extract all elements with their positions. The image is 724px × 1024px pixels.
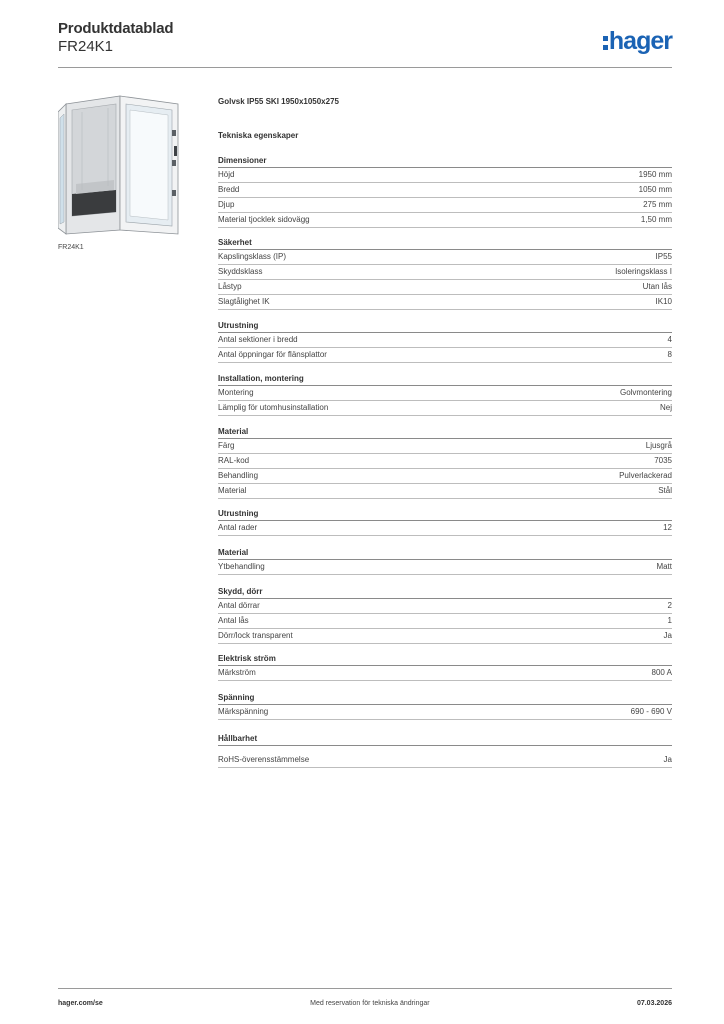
- spec-row: [218, 454, 672, 469]
- spec-row: [218, 484, 672, 499]
- spec-label: RoHS-överensstämmelse: [218, 755, 310, 764]
- spec-value: Ja: [663, 631, 672, 640]
- spec-row: [218, 599, 672, 614]
- spec-label: Märkspänning: [218, 707, 269, 716]
- footer-url[interactable]: hager.com/se: [58, 999, 103, 1007]
- spec-label: RAL-kod: [218, 456, 250, 465]
- spec-row: [218, 401, 672, 416]
- footer-disclaimer: Med reservation för tekniska ändringar: [310, 999, 430, 1007]
- spec-heading: Tekniska egenskaper: [218, 131, 299, 140]
- spec-value: 800 A: [651, 668, 672, 677]
- product-code: FR24K1: [58, 38, 114, 55]
- spec-section: [218, 508, 672, 536]
- spec-value: Nej: [659, 403, 672, 412]
- section-title: Material: [218, 547, 672, 560]
- section-title: Utrustning: [218, 320, 672, 333]
- spec-row: [218, 348, 672, 363]
- spec-section: [218, 653, 672, 681]
- section-title: Utrustning: [218, 508, 672, 521]
- spec-label: Ytbehandling: [218, 562, 265, 571]
- spec-value: Ljusgrå: [645, 441, 672, 450]
- spec-section: [218, 155, 672, 228]
- spec-value: Pulverlackerad: [619, 471, 672, 480]
- section-title: Hållbarhet: [218, 733, 672, 746]
- image-caption: FR24K1: [58, 244, 84, 251]
- spec-value: Golvmontering: [619, 388, 672, 397]
- spec-row: [218, 705, 672, 720]
- spec-value: Stål: [658, 486, 672, 495]
- spec-row: [218, 469, 672, 484]
- spec-row: [218, 386, 672, 401]
- spec-row: [218, 280, 672, 295]
- spec-row: [218, 265, 672, 280]
- cabinet-image: [58, 90, 204, 238]
- product-name: Golvsk IP55 SKI 1950x1050x275: [218, 97, 339, 106]
- spec-value: 4: [667, 335, 672, 344]
- spec-label: Dörr/lock transparent: [218, 631, 293, 640]
- spec-label: Märkström: [218, 668, 256, 677]
- spec-section: [218, 692, 672, 720]
- footer-date: 07.03.2026: [636, 999, 672, 1007]
- spec-label: Montering: [218, 388, 254, 397]
- spec-section: [218, 547, 672, 575]
- spec-row: [218, 183, 672, 198]
- spec-label: Djup: [218, 200, 235, 209]
- spec-row: [218, 333, 672, 348]
- section-title: Material: [218, 426, 672, 439]
- spec-section: [218, 237, 672, 310]
- section-title: Säkerhet: [218, 237, 672, 250]
- spec-section: [218, 320, 672, 363]
- spec-row: [218, 168, 672, 183]
- spec-value: Isoleringsklass I: [615, 267, 672, 276]
- spec-row: [218, 753, 672, 768]
- spec-label: Färg: [218, 441, 235, 450]
- spec-row: [218, 295, 672, 310]
- spec-row: [218, 213, 672, 228]
- spec-value: 7035: [654, 456, 672, 465]
- spec-section: [218, 373, 672, 416]
- spec-label: Höjd: [218, 170, 235, 179]
- section-title: Installation, montering: [218, 373, 672, 386]
- spec-row: [218, 560, 672, 575]
- spec-row: [218, 250, 672, 265]
- spec-row: [218, 629, 672, 644]
- spec-row: [218, 614, 672, 629]
- spec-label: Material tjocklek sidovägg: [218, 215, 310, 224]
- spec-label: Antal rader: [218, 523, 258, 532]
- spec-value: 275 mm: [643, 200, 672, 209]
- spec-section: [218, 586, 672, 644]
- spec-value: 8: [667, 350, 672, 359]
- spec-value: 1950 mm: [638, 170, 672, 179]
- spec-label: Material: [218, 486, 247, 495]
- spec-label: Lämplig för utomhusinstallation: [218, 403, 329, 412]
- spec-label: Antal dörrar: [218, 601, 260, 610]
- section-title: Spänning: [218, 692, 672, 705]
- page-footer: [58, 988, 672, 1017]
- spec-label: Antal lås: [218, 616, 249, 625]
- spec-value: IK10: [655, 297, 672, 306]
- page-title: Produktdatablad: [58, 20, 174, 37]
- spec-label: Behandling: [218, 471, 259, 480]
- section-title: Dimensioner: [218, 155, 672, 168]
- spec-label: Låstyp: [218, 282, 242, 291]
- page-header: [58, 20, 672, 56]
- spec-row: [218, 666, 672, 681]
- section-title: Skydd, dörr: [218, 586, 672, 599]
- spec-row: [218, 439, 672, 454]
- spec-value: 2: [667, 601, 672, 610]
- spec-label: Kapslingsklass (IP): [218, 252, 287, 261]
- section-title: Elektrisk ström: [218, 653, 672, 666]
- spec-label: Antal sektioner i bredd: [218, 335, 298, 344]
- spec-row: [218, 198, 672, 213]
- spec-label: Bredd: [218, 185, 240, 194]
- spec-value: 12: [663, 523, 672, 532]
- logo-text: hager: [608, 27, 672, 55]
- spec-value: 690 - 690 V: [630, 707, 672, 716]
- spec-label: Skyddsklass: [218, 267, 263, 276]
- spec-section: [218, 426, 672, 499]
- hager-logo: [603, 28, 672, 54]
- logo-dots-icon: [603, 36, 608, 50]
- header-divider: [58, 67, 672, 68]
- spec-value: 1: [667, 616, 672, 625]
- spec-value: Utan lås: [642, 282, 672, 291]
- spec-section: [218, 733, 672, 768]
- spec-value: Matt: [656, 562, 672, 571]
- spec-value: 1,50 mm: [640, 215, 672, 224]
- spec-value: IP55: [655, 252, 672, 261]
- spec-value: Ja: [663, 755, 672, 764]
- spec-value: 1050 mm: [638, 185, 672, 194]
- spec-label: Antal öppningar för flänsplattor: [218, 350, 327, 359]
- spec-label: Slagtålighet IK: [218, 297, 270, 306]
- spec-row: [218, 521, 672, 536]
